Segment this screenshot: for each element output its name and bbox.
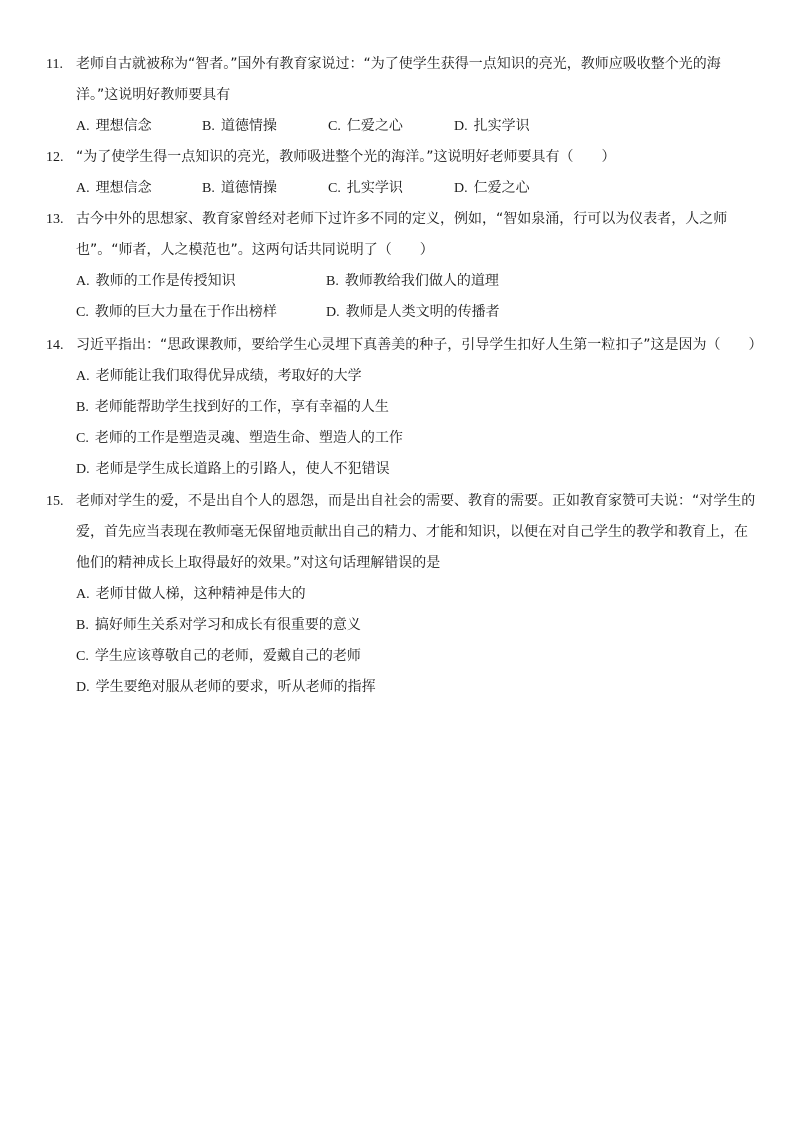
option-b: B. 道德情操 [202, 180, 277, 196]
options-row [0, 266, 794, 297]
option-d: D. 扎实学识 [454, 118, 530, 134]
option-b: B. 教师教给我们做人的道理 [326, 273, 499, 289]
question-12 [0, 142, 794, 204]
question-11 [0, 49, 794, 142]
question-15 [0, 486, 794, 703]
question-text: 老师自古就被称为“智者。”国外有教育家说过：“为了使学生获得一点知识的亮光，教师应吸收整个光的海洋。”这说明好教师要具有 [76, 56, 721, 103]
option-c: C. 教师的巨大力量在于作出榜样 [76, 304, 277, 320]
option-d: D. 仁爱之心 [454, 180, 530, 196]
question-13 [0, 204, 794, 328]
option-c: C. 仁爱之心 [328, 118, 403, 134]
option-b: B. 道德情操 [202, 118, 277, 134]
options-row [0, 111, 794, 142]
question-number: 13. [46, 212, 64, 227]
options-row [0, 297, 794, 328]
option-c: C. 老师的工作是塑造灵魂、塑造生命、塑造人的工作 [76, 430, 403, 446]
option-a: A. 老师甘做人梯，这种精神是伟大的 [76, 586, 306, 602]
option-b: B. 老师能帮助学生找到好的工作，享有幸福的人生 [76, 399, 389, 415]
question-text: 老师对学生的爱，不是出自个人的恩怨，而是出自社会的需要、教育的需要。正如教育家赞可夫说：“对学生的爱，首先应当表现在教师毫无保留地贡献出自己的精力、才能和知识，以便在对自己学生的教学和教育上，在他们的精神成长上取得最好的效果。”对这句话理解错误的是 [76, 493, 756, 571]
question-number: 14. [46, 338, 64, 353]
option-d: D. 教师是人类文明的传播者 [326, 304, 500, 320]
question-14 [0, 330, 794, 485]
question-number: 12. [46, 150, 64, 165]
question-text: 古今中外的思想家、教育家曾经对老师下过许多不同的定义，例如，“智如泉涌，行可以为仪表者，人之师也”。“师者，人之模范也”。这两句话共同说明了（ ） [76, 211, 728, 258]
question-text: “为了使学生得一点知识的亮光，教师吸进整个光的海洋。”这说明好老师要具有（ ） [76, 149, 616, 165]
option-c: C. 扎实学识 [328, 180, 403, 196]
option-a: A. 教师的工作是传授知识 [76, 273, 236, 289]
option-a: A. 理想信念 [76, 118, 152, 134]
option-d: D. 学生要绝对服从老师的要求，听从老师的指挥 [76, 679, 376, 695]
question-number: 11. [46, 57, 63, 72]
option-d: D. 老师是学生成长道路上的引路人，使人不犯错误 [76, 461, 390, 477]
options-row [0, 173, 794, 204]
option-b: B. 搞好师生关系对学习和成长有很重要的意义 [76, 617, 361, 633]
question-number: 15. [46, 494, 64, 509]
option-a: A. 老师能让我们取得优异成绩，考取好的大学 [76, 368, 362, 384]
question-text: 习近平指出：“思政课教师，要给学生心灵埋下真善美的种子，引导学生扣好人生第一粒扣子”这是因为（ ） [76, 337, 763, 353]
option-c: C. 学生应该尊敬自己的老师，爱戴自己的老师 [76, 648, 361, 664]
option-a: A. 理想信念 [76, 180, 152, 196]
